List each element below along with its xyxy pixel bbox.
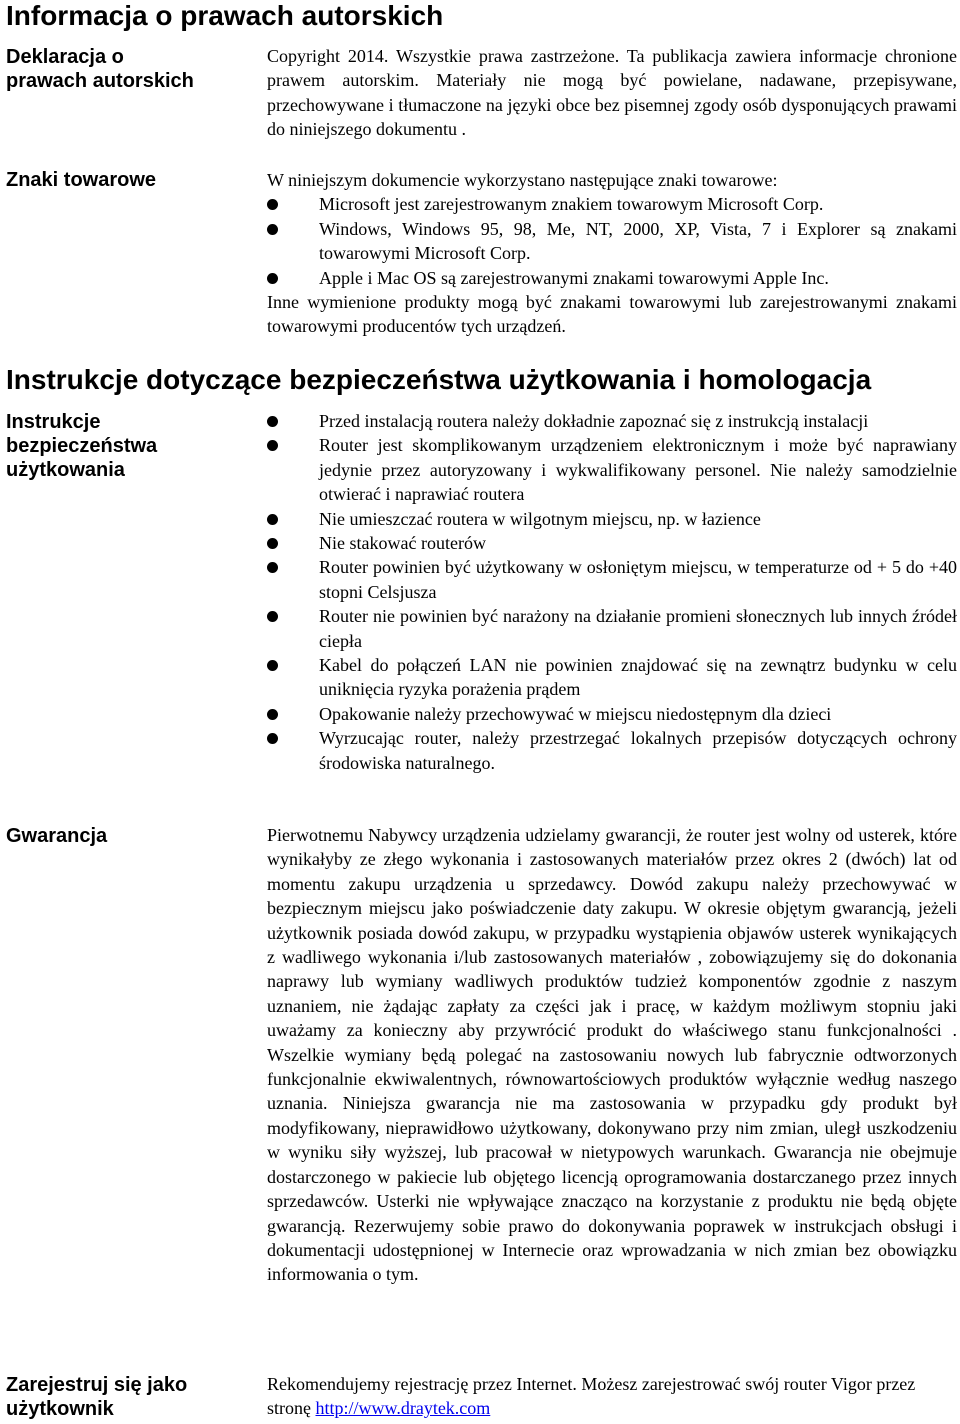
draytek-website-link[interactable]: http://www.draytek.com [315,1398,491,1419]
safety-instruction-item [267,702,957,726]
bullet-icon [267,538,278,549]
trademark-item-text: Microsoft jest zarejestrowanym znakiem towarowym Microsoft Corp. [319,194,824,215]
bullet-icon [267,273,278,284]
safety-section-title: Instrukcje dotyczące bezpieczeństwa użytkowania i homologacja [6,364,872,395]
bullet-icon [267,416,278,427]
safety-instruction-text: Nie umieszczać routera w wilgotnym miejscu, np. w łazience [319,508,761,529]
warranty-block [267,823,957,1287]
bullet-icon [267,224,278,235]
safety-instruction-item [267,726,957,775]
safety-instruction-text: Opakowanie należy przechowywać w miejscu niedostępnym dla dzieci [319,703,832,724]
bullet-icon [267,611,278,622]
warranty-label: Gwarancja [6,825,108,847]
copyright-declaration-block [267,44,957,142]
safety-instructions-list [267,409,957,775]
safety-instruction-item [267,409,957,433]
bullet-icon [267,733,278,744]
safety-instructions-block [267,409,957,775]
trademarks-outro: Inne wymienione produkty mogą być znakami towarowymi lub zarejestrowanymi znakami towarowymi producentów tych urządzeń. [267,292,957,337]
trademarks-block [267,168,957,339]
trademarks-list [267,192,957,290]
safety-instruction-item [267,433,957,506]
trademark-item [267,266,957,290]
safety-instruction-item [267,555,957,604]
safety-instruction-text: Kabel do połączeń LAN nie powinien znajdować się na zewnątrz budynku w celu uniknięcia ryzyka porażenia prądem [319,655,957,700]
safety-instruction-text: Przed instalacją routera należy dokładnie zapoznać się z instrukcją instalacji [319,411,869,431]
safety-instruction-text: Router jest skomplikowanym urządzeniem elektronicznym i może być naprawiany jedynie przez autoryzowany i wykwalifikowany personel. Nie należy samodzielnie otwierać i naprawiać routera [319,435,957,505]
registration-block [267,1372,957,1421]
safety-instruction-item [267,531,957,555]
trademarks-intro: W niniejszym dokumencie wykorzystano następujące znaki towarowe: [267,170,778,190]
safety-instruction-text: Router powinien być użytkowany w osłoniętym miejscu, w temperaturze od + 5 do +40 stopni Celsjusza [319,557,957,602]
safety-instructions-label: Instrukcje bezpieczeństwa użytkowania [6,411,158,481]
copyright-declaration-label: Deklaracja o prawach autorskich [6,46,194,92]
bullet-icon [267,514,278,525]
copyright-section-title: Informacja o prawach autorskich [6,0,444,31]
trademark-item [267,192,957,216]
registration-text: Rekomendujemy rejestrację przez Internet. Możesz zarejestrować swój router Vigor przez stronę [267,1374,916,1419]
safety-instruction-item [267,653,957,702]
warranty-text: Pierwotnemu Nabywcy urządzenia udzielamy gwarancji, że router jest wolny od usterek, które wynikałyby ze złego wykonania i zastosowanych materiałów przez okres 2 (dwóch) lat od momentu zakupu urządzenia u sprzedawcy. Dowód zakupu należy przechowywać w bezpiecznym miejscu jako poświadczenie daty zakupu. W okresie objętym gwarancją, jeżeli użytkownik posiada dowód zakupu, w przypadku wystąpienia objawów usterek wynikających z wadliwego wykonania i/lub zastosowanych materiałów , zobowiązujemy się do dokonania naprawy lub wymiany wadliwych produktów tudzież komponentów zgodnie z naszym uznaniem, nie żądając zapłaty za części jak i pracę, w każdym możliwym stopniu jaki uważamy za konieczny aby przywrócić produkt do właściwego stanu funkcjonalności . Wszelkie wymiany będą polegać na zastosowaniu nowych lub fabrycznie odtworzonych funkcjonalnie ekwiwalentnych, równowartościowych produktów wyłącznie według naszego uznania. Niniejsza gwarancja nie ma zastosowania w przypadku gdy produkt był modyfikowany, nieprawidłowo użytkowany, dokonywano przy nim zmian, uległ uszkodzeniu w wyniku siły wyższej, lub pracował w nietypowych warunkach. Gwarancja nie obejmuje dostarczonego w pakiecie lub objętego licencją oprogramowania dostarczanego przez innych sprzedawców. Usterki nie wpływające znacząco na korzystanie z produktu nie będą objęte gwarancją. Rezerwujemy sobie prawo do dokonywania poprawek w instrukcjach obsługi i dokumentacji udostępnionej w Internecie oraz wprowadzania w nich zmian bez obowiązku informowania o tym. [267,825,957,1285]
trademark-item-text: Windows, Windows 95, 98, Me, NT, 2000, XP, Vista, 7 i Explorer są znakami towarowymi Microsoft Corp. [319,218,957,264]
safety-instruction-item [267,604,957,653]
safety-instruction-text: Nie stakować routerów [319,533,486,554]
registration-label: Zarejestruj się jako użytkownik [6,1374,188,1420]
copyright-declaration-text: Copyright 2014. Wszystkie prawa zastrzeżone. Ta publikacja zawiera informacje chronione prawem autorskim. Materiały nie mogą być powielane, nadawane, przepisywane, przechowywane i tłumaczone na języki obce bez pisemnej zgody osób dysponujących prawami do niniejszego dokumentu . [267,46,957,140]
safety-instruction-item [267,507,957,531]
trademarks-label: Znaki towarowe [6,169,157,191]
safety-instruction-text: Wyrzucając router, należy przestrzegać lokalnych przepisów dotyczących ochrony środowiska naturalnego. [319,728,957,773]
registration-paragraph [267,1372,957,1421]
trademark-item-text: Apple i Mac OS są zarejestrowanymi znakami towarowymi Apple Inc. [319,267,829,288]
bullet-icon [267,440,278,451]
bullet-icon [267,562,278,573]
bullet-icon [267,199,278,210]
trademark-item [267,217,957,266]
safety-instruction-text: Router nie powinien być narażony na działanie promieni słonecznych lub innych źródeł ciepła [319,606,957,651]
bullet-icon [267,709,278,720]
bullet-icon [267,660,278,671]
